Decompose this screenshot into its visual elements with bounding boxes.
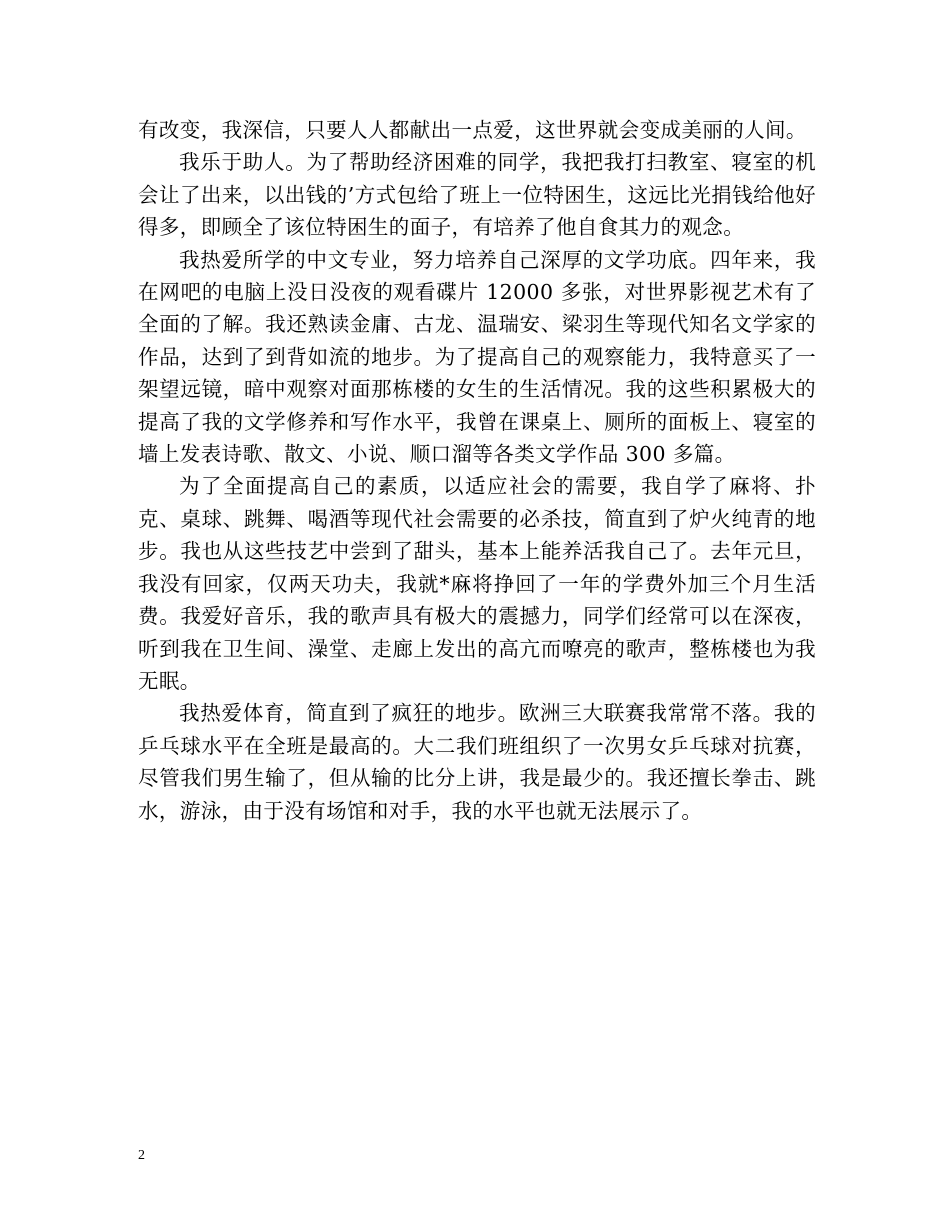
paragraph-continuation: 有改变，我深信，只要人人都献出一点爱，这世界就会变成美丽的人间。 — [138, 118, 807, 142]
paragraph-chinese-major: 我热爱所学的中文专业，努力培养自己深厚的文学功底。四年来，我在网吧的电脑上没日没夜的观看碟片 12000 多张，对世界影视艺术有了全面的了解。我还熟读金庸、古龙、温瑞安、梁羽生等现代知名文学家的作品，达到了到背如流的地步。为了提高自己的观察能力，我特意买了一架望远镜，暗中观察对面那栋楼的女生的生活情况。我的这些积累极大的提高了我的文学修养和写作水平，我曾在课桌上、厕所的面板上、寝室的墙上发表诗歌、散文、小说、顺口溜等各类文学作品 300 多篇。 — [138, 247, 816, 467]
paragraph-sports: 我热爱体育，简直到了疯狂的地步。欧洲三大联赛我常常不落。我的乒乓球水平在全班是最高的。大二我们班组织了一次男女乒乓球对抗赛，尽管我们男生输了，但从输的比分上讲，我是最少的。我还擅长拳击、跳水，游泳，由于没有场馆和对手，我的水平也就无法展示了。 — [138, 701, 816, 823]
page-number: 2 — [138, 1148, 145, 1163]
paragraph-self-improvement: 为了全面提高自己的素质，以适应社会的需要，我自学了麻将、扑克、桌球、跳舞、喝酒等现代社会需要的必杀技，简直到了炉火纯青的地步。我也从这些技艺中尝到了甜头，基本上能养活我自己了。去年元旦，我没有回家，仅两天功夫，我就*麻将挣回了一年的学费外加三个月生活费。我爱好音乐，我的歌声具有极大的震撼力，同学们经常可以在深夜，听到我在卫生间、澡堂、走廊上发出的高亢而嘹亮的歌声，整栋楼也为我无眠。 — [138, 474, 816, 693]
document-body — [138, 114, 816, 827]
paragraph-helping-others: 我乐于助人。为了帮助经济困难的同学，我把我打扫教室、寝室的机会让了出来，以出钱的’方式包给了班上一位特困生，这远比光捐钱给他好得多，即顾全了该位特困生的面子，有培养了他自食其力的观念。 — [138, 150, 816, 240]
